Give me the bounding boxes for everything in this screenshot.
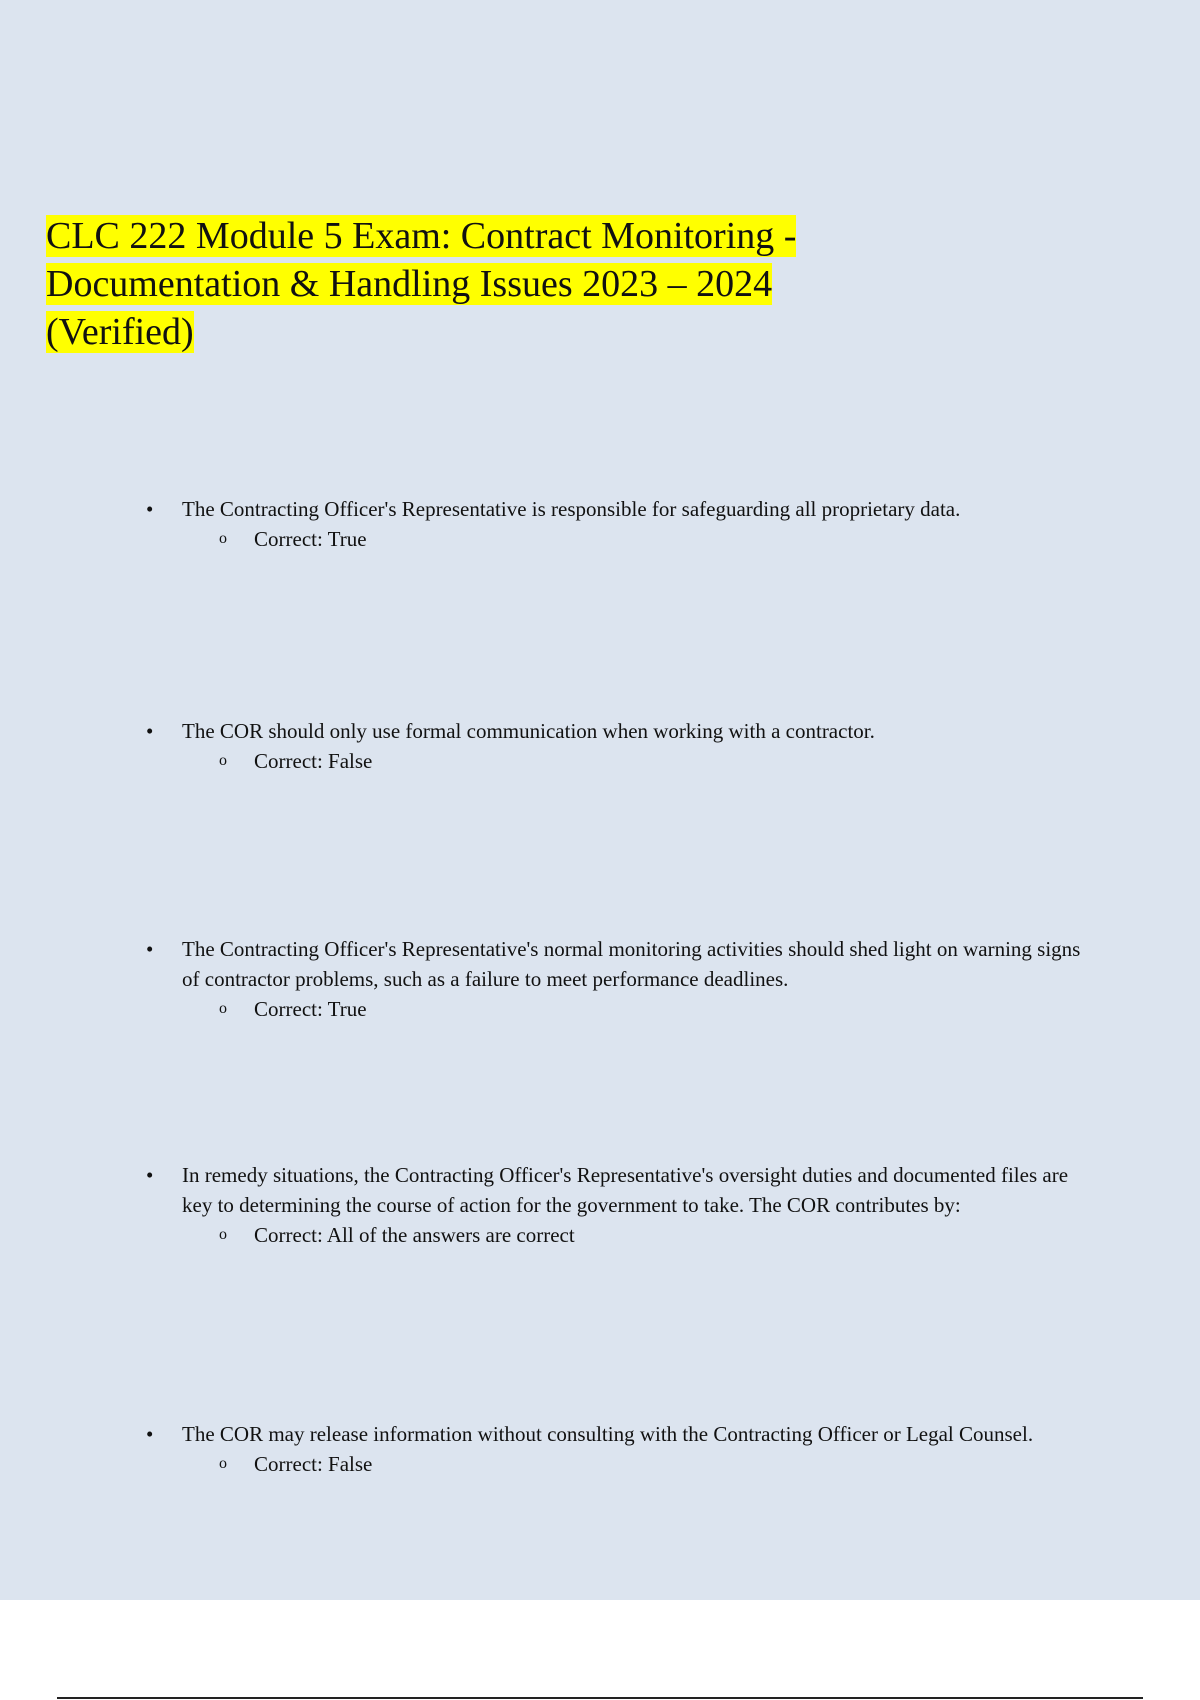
answer — [146, 746, 1096, 776]
question-item-5 — [146, 1419, 1096, 1479]
title-highlight: CLC 222 Module 5 Exam: Contract Monitoring - Documentation & Handling Issues 2023 – 2024 (Verified) — [46, 215, 797, 353]
question-text: In remedy situations, the Contracting Officer's Representative's oversight duties and documented files are key to determining the course of action for the government to take. The COR contributes by: — [182, 1163, 1069, 1217]
answer — [146, 1220, 1096, 1250]
question-item-2 — [146, 716, 1096, 776]
sub-bullet-icon: o — [219, 530, 227, 547]
question-text: The Contracting Officer's Representative is responsible for safeguarding all proprietary data. — [182, 497, 961, 521]
sub-bullet-icon: o — [219, 1000, 227, 1017]
question — [146, 934, 1096, 994]
bullet-icon: • — [146, 497, 154, 521]
document-title — [46, 212, 886, 356]
question — [146, 494, 1096, 524]
bullet-icon: • — [146, 937, 154, 961]
answer-text: Correct: False — [254, 749, 373, 773]
question — [146, 716, 1096, 746]
answer-text: Correct: True — [254, 997, 367, 1021]
bullet-icon: • — [146, 719, 154, 743]
answer-text: Correct: All of the answers are correct — [254, 1223, 575, 1247]
footer-divider — [57, 1697, 1143, 1699]
question — [146, 1419, 1096, 1449]
question-text: The COR may release information without consulting with the Contracting Officer or Legal Counsel. — [182, 1422, 1034, 1446]
sub-bullet-icon: o — [219, 1226, 227, 1243]
bullet-icon: • — [146, 1163, 154, 1187]
question-item-1 — [146, 494, 1096, 554]
answer — [146, 994, 1096, 1024]
question-text: The COR should only use formal communication when working with a contractor. — [182, 719, 875, 743]
sub-bullet-icon: o — [219, 752, 227, 769]
question-item-4 — [146, 1160, 1096, 1250]
question — [146, 1160, 1096, 1220]
sub-bullet-icon: o — [219, 1455, 227, 1472]
question-text: The Contracting Officer's Representative's normal monitoring activities should shed light on warning signs of contractor problems, such as a failure to meet performance deadlines. — [182, 937, 1081, 991]
answer — [146, 1449, 1096, 1479]
answer-text: Correct: True — [254, 527, 367, 551]
question-item-3 — [146, 934, 1096, 1024]
answer — [146, 524, 1096, 554]
bullet-icon: • — [146, 1422, 154, 1446]
answer-text: Correct: False — [254, 1452, 373, 1476]
